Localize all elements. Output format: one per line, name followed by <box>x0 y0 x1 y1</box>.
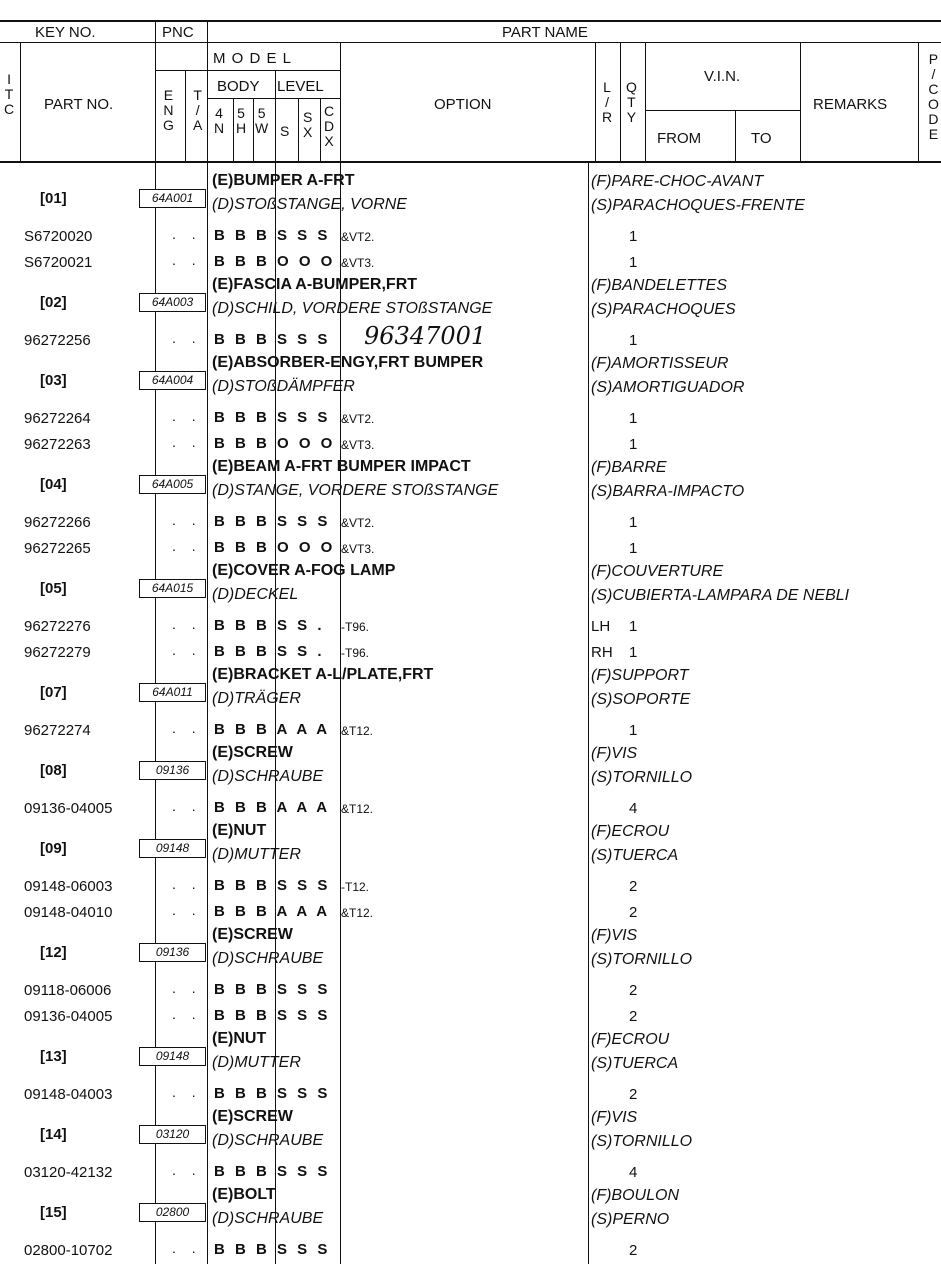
quantity: 1 <box>629 514 638 531</box>
option-code: &VT3. <box>341 438 375 452</box>
part-name-english: (E)BUMPER A-FRT <box>212 172 355 189</box>
part-number: S6720021 <box>24 254 93 271</box>
column-rule-option <box>340 163 341 1264</box>
part-name-french: (F)VIS <box>591 1109 638 1126</box>
quantity: 1 <box>629 436 638 453</box>
header-vin: V.I.N. <box>704 68 741 85</box>
part-name-german: (D)MUTTER <box>212 846 301 863</box>
quantity: 2 <box>629 1242 638 1259</box>
header-body: BODY <box>217 78 260 95</box>
part-name-english: (E)BEAM A-FRT BUMPER IMPACT <box>212 458 471 475</box>
option-code: &T12. <box>341 724 374 738</box>
part-number: 09148-04003 <box>24 1086 113 1103</box>
header-ta: T / A <box>193 87 203 133</box>
part-name-german: (D)SCHRAUBE <box>212 768 324 785</box>
part-name-english: (E)BRACKET A-L/PLATE,FRT <box>212 666 434 683</box>
pnc-box: 02800 <box>139 1203 206 1222</box>
rule <box>645 110 800 111</box>
handwritten-note: 96347001 <box>364 322 487 350</box>
model-codes: B B B S S . <box>214 643 325 660</box>
model-codes: B B B S S S <box>214 331 331 348</box>
column-rule-lr <box>588 163 589 1264</box>
part-name-spanish: (S)TORNILLO <box>591 769 693 786</box>
header-bottom-rule <box>0 161 941 163</box>
part-name-english: (E)BOLT <box>212 1186 276 1203</box>
part-name-english: (E)SCREW <box>212 926 293 943</box>
model-codes: B B B S S S <box>214 1163 331 1180</box>
pnc-box: 64A015 <box>139 579 206 598</box>
eng-ta-dots: . . <box>172 434 202 450</box>
key-number: [15] <box>40 1204 67 1221</box>
header-part-name: PART NAME <box>502 24 588 41</box>
part-number: 96272263 <box>24 436 91 453</box>
part-name-french: (F)VIS <box>591 745 638 762</box>
rule <box>918 42 919 161</box>
key-number: [01] <box>40 190 67 207</box>
header-body-4n: 4 N <box>214 105 225 136</box>
pnc-box: 09136 <box>139 761 206 780</box>
part-name-german: (D)STANGE, VORDERE STOßSTANGE <box>212 482 499 499</box>
header-pnc: PNC <box>162 24 194 41</box>
quantity: 2 <box>629 1008 638 1025</box>
pnc-box: 64A003 <box>139 293 206 312</box>
part-name-spanish: (S)PARACHOQUES-FRENTE <box>591 197 805 214</box>
part-name-spanish: (S)PARACHOQUES <box>591 301 736 318</box>
quantity: 1 <box>629 410 638 427</box>
option-code: -T96. <box>341 646 370 660</box>
part-number: 09148-06003 <box>24 878 113 895</box>
part-number: 96272256 <box>24 332 91 349</box>
header-level-cdx: C D X <box>324 103 335 149</box>
model-codes: B B B S S S <box>214 227 331 244</box>
key-number: [07] <box>40 684 67 701</box>
rule <box>185 70 186 161</box>
model-codes: B B B A A A <box>214 721 331 738</box>
part-name-french: (F)PARE-CHOC-AVANT <box>591 173 764 190</box>
part-name-spanish: (S)TUERCA <box>591 847 679 864</box>
model-codes: B B B S S S <box>214 1241 331 1258</box>
model-codes: B B B O O O <box>214 435 336 452</box>
header-remarks: REMARKS <box>813 96 888 113</box>
pnc-box: 09136 <box>139 943 206 962</box>
part-name-spanish: (S)TORNILLO <box>591 1133 693 1150</box>
rule <box>320 98 321 161</box>
key-number: [09] <box>40 840 67 857</box>
pnc-box: 64A011 <box>139 683 206 702</box>
option-code: &VT3. <box>341 542 375 556</box>
model-codes: B B B S S . <box>214 617 325 634</box>
rule <box>155 70 340 71</box>
part-name-german: (D)SCHRAUBE <box>212 1132 324 1149</box>
part-name-spanish: (S)CUBIERTA-LAMPARA DE NEBLI <box>591 587 850 604</box>
part-name-german: (D)DECKEL <box>212 586 299 603</box>
part-name-german: (D)STOßDÄMPFER <box>212 378 355 395</box>
header-eng: E N G <box>163 87 174 133</box>
header-itc: I T C <box>4 71 15 117</box>
model-codes: B B B A A A <box>214 903 331 920</box>
eng-ta-dots: . . <box>172 1162 202 1178</box>
quantity: 4 <box>629 800 638 817</box>
key-number: [03] <box>40 372 67 389</box>
eng-ta-dots: . . <box>172 1240 202 1256</box>
quantity: 1 <box>629 722 638 739</box>
part-number: 09136-04005 <box>24 800 113 817</box>
quantity: 2 <box>629 1086 638 1103</box>
key-number: [12] <box>40 944 67 961</box>
pnc-box: 03120 <box>139 1125 206 1144</box>
model-codes: B B B S S S <box>214 1007 331 1024</box>
option-code: -T12. <box>341 880 370 894</box>
header-key-no: KEY NO. <box>35 24 96 41</box>
pnc-box: 64A004 <box>139 371 206 390</box>
part-name-german: (D)SCHRAUBE <box>212 1210 324 1227</box>
rule <box>645 42 646 161</box>
quantity: 2 <box>629 904 638 921</box>
column-rule-pnc <box>155 163 156 1264</box>
eng-ta-dots: . . <box>172 616 202 632</box>
part-number: S6720020 <box>24 228 93 245</box>
part-number: 96272266 <box>24 514 91 531</box>
part-name-spanish: (S)SOPORTE <box>591 691 691 708</box>
option-code: &T12. <box>341 802 374 816</box>
key-number: [02] <box>40 294 67 311</box>
part-number: 96272279 <box>24 644 91 661</box>
rule <box>298 98 299 161</box>
rule <box>620 42 621 161</box>
key-number: [08] <box>40 762 67 779</box>
part-name-french: (F)ECROU <box>591 1031 670 1048</box>
part-name-english: (E)COVER A-FOG LAMP <box>212 562 396 579</box>
part-name-french: (F)BARRE <box>591 459 667 476</box>
header-body-5w: 5 W <box>255 105 269 136</box>
model-codes: B B B O O O <box>214 253 336 270</box>
header-qty: Q T Y <box>626 79 637 125</box>
quantity: 1 <box>629 540 638 557</box>
part-name-german: (D)TRÄGER <box>212 690 301 707</box>
pnc-box: 09148 <box>139 839 206 858</box>
header-part-no: PART NO. <box>44 96 114 113</box>
part-name-french: (F)AMORTISSEUR <box>591 355 729 372</box>
rule <box>800 42 801 161</box>
part-name-spanish: (S)PERNO <box>591 1211 670 1228</box>
eng-ta-dots: . . <box>172 980 202 996</box>
part-name-spanish: (S)AMORTIGUADOR <box>591 379 745 396</box>
key-number: [14] <box>40 1126 67 1143</box>
rule <box>735 110 736 161</box>
rule <box>253 98 254 161</box>
option-code: &VT2. <box>341 516 375 530</box>
option-code: -T96. <box>341 620 370 634</box>
header-level-sx: S X <box>303 109 313 140</box>
part-name-english: (E)SCREW <box>212 1108 293 1125</box>
part-name-german: (D)STOßSTANGE, VORNE <box>212 196 407 213</box>
part-number: 09136-04005 <box>24 1008 113 1025</box>
part-name-english: (E)ABSORBER-ENGY,FRT BUMPER <box>212 354 484 371</box>
model-codes: B B B S S S <box>214 409 331 426</box>
model-codes: B B B S S S <box>214 981 331 998</box>
part-number: 09148-04010 <box>24 904 113 921</box>
eng-ta-dots: . . <box>172 642 202 658</box>
eng-ta-dots: . . <box>172 226 202 242</box>
pnc-box: 09148 <box>139 1047 206 1066</box>
part-name-german: (D)SCHILD, VORDERE STOßSTANGE <box>212 300 493 317</box>
model-codes: B B B S S S <box>214 1085 331 1102</box>
part-name-french: (F)BOULON <box>591 1187 679 1204</box>
part-number: 03120-42132 <box>24 1164 113 1181</box>
quantity: 1 <box>629 644 638 661</box>
key-number: [04] <box>40 476 67 493</box>
part-name-german: (D)SCHRAUBE <box>212 950 324 967</box>
model-codes: B B B S S S <box>214 513 331 530</box>
header-vin-to: TO <box>751 130 772 147</box>
pnc-box: 64A001 <box>139 189 206 208</box>
header-pcode: P / C O D E <box>928 51 939 142</box>
rule <box>207 20 208 161</box>
rule <box>595 42 596 161</box>
eng-ta-dots: . . <box>172 538 202 554</box>
part-name-french: (F)VIS <box>591 927 638 944</box>
part-name-english: (E)NUT <box>212 822 267 839</box>
model-codes: B B B S S S <box>214 877 331 894</box>
header-level-s: S <box>280 123 290 139</box>
part-number: 96272274 <box>24 722 91 739</box>
part-name-french: (F)SUPPORT <box>591 667 689 684</box>
eng-ta-dots: . . <box>172 1084 202 1100</box>
quantity: 1 <box>629 228 638 245</box>
part-number: 96272264 <box>24 410 91 427</box>
eng-ta-dots: . . <box>172 330 202 346</box>
eng-ta-dots: . . <box>172 512 202 528</box>
part-name-french: (F)ECROU <box>591 823 670 840</box>
part-name-french: (F)BANDELETTES <box>591 277 728 294</box>
eng-ta-dots: . . <box>172 798 202 814</box>
option-code: &VT2. <box>341 412 375 426</box>
quantity: 1 <box>629 618 638 635</box>
quantity: 1 <box>629 332 638 349</box>
part-name-french: (F)COUVERTURE <box>591 563 724 580</box>
part-name-german: (D)MUTTER <box>212 1054 301 1071</box>
header-vin-from: FROM <box>657 130 702 147</box>
model-codes: B B B O O O <box>214 539 336 556</box>
part-number: 02800-10702 <box>24 1242 113 1259</box>
header-top-rule <box>0 20 941 22</box>
eng-ta-dots: . . <box>172 408 202 424</box>
quantity: 2 <box>629 982 638 999</box>
rule <box>20 42 21 161</box>
eng-ta-dots: . . <box>172 720 202 736</box>
header-model: M O D E L <box>213 50 293 67</box>
quantity: 1 <box>629 254 638 271</box>
option-code: &T12. <box>341 906 374 920</box>
option-code: &VT3. <box>341 256 375 270</box>
part-number: 09118-06006 <box>24 982 112 999</box>
eng-ta-dots: . . <box>172 876 202 892</box>
rule <box>233 98 234 161</box>
header-body-5h: 5 H <box>236 105 247 136</box>
part-name-spanish: (S)TORNILLO <box>591 951 693 968</box>
quantity: 2 <box>629 878 638 895</box>
part-name-spanish: (S)BARRA-IMPACTO <box>591 483 745 500</box>
header-option: OPTION <box>434 96 492 113</box>
header-level: LEVEL <box>277 78 324 95</box>
eng-ta-dots: . . <box>172 902 202 918</box>
rule <box>340 42 341 161</box>
part-name-english: (E)FASCIA A-BUMPER,FRT <box>212 276 418 293</box>
left-right: LH <box>591 618 611 635</box>
model-codes: B B B A A A <box>214 799 331 816</box>
pnc-box: 64A005 <box>139 475 206 494</box>
rule <box>275 70 276 161</box>
header-lr: L / R <box>602 79 613 125</box>
option-code: &VT2. <box>341 230 375 244</box>
left-right: RH <box>591 644 613 661</box>
eng-ta-dots: . . <box>172 1006 202 1022</box>
quantity: 4 <box>629 1164 638 1181</box>
part-number: 96272265 <box>24 540 91 557</box>
part-number: 96272276 <box>24 618 91 635</box>
rule <box>155 20 156 161</box>
eng-ta-dots: . . <box>172 252 202 268</box>
key-number: [05] <box>40 580 67 597</box>
key-number: [13] <box>40 1048 67 1065</box>
part-name-english: (E)NUT <box>212 1030 267 1047</box>
part-name-english: (E)SCREW <box>212 744 293 761</box>
part-name-spanish: (S)TUERCA <box>591 1055 679 1072</box>
column-rule-model <box>207 163 208 1264</box>
